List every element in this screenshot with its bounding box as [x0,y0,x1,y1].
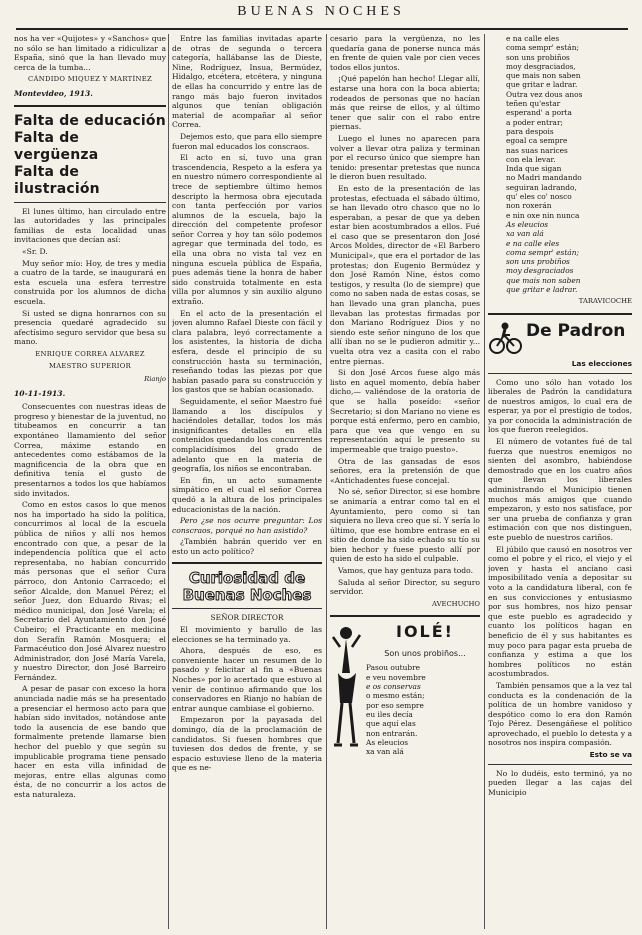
poem-line: Inda que sigan [506,164,562,174]
poem-line: egoal ca sempre [506,136,568,146]
letter-salutation: SEÑOR DIRECTOR [210,613,284,623]
poem-continued [488,34,632,294]
article-paragraph: Otra de las gansadas de esos señores, era la pretensión de que «Antichadentes fuese concejal. [330,456,480,485]
article-paragraph: Dejemos esto, que para ello siempre fueron mal educados los conscraos. [172,131,322,151]
headline-line-2: Falta de vergüenza [14,129,99,163]
article-paragraph: Entre las familias invitadas aparte de otras de segunda o tercera categoría, hallábanse las de Dieste, Nine, Rodríguez, Insua, Bermúdez, Hidalgo, etcétera, etcétera, y ninguna de ellas ha concurrido y entre las de rango más bajo fueron invitados algunos que tenían obligación material de acompañar al señor Correa. [172,34,322,130]
article-paragraph: Saluda al señor Director, su seguro servidor. [330,577,480,597]
poem-line: nas suas narices [506,145,568,155]
article-paragraph: ¡Qué papelón han hecho! Llegar allí, estarse una hora con la boca abierta; rodeados de personas que no hacían más que reirse de ellos, y al último tener que salir con el rabo entre piernas. [330,74,480,132]
poem-line: Pasou outubre [366,663,420,673]
article-paragraph: cesario para la vergüenza, no les quedaría gana de ponerse nunca más en frente de quien vale por cien veces todos ellos juntos. [330,34,480,72]
invitation-place: Rianjo [144,375,166,384]
poem-line: esperand' a porta [506,108,572,118]
poem-line: xa van alá [506,229,544,239]
section-rule [172,608,322,609]
article-paragraph: No lo dudéis, esto terminó, ya no pueden llegar a las cajas del Municipio [488,768,632,797]
poem-line: moy desgraciados [506,266,574,276]
column-1 [14,34,166,929]
poem-line: moy desgraciados, [506,61,576,71]
article-signature: AVECHUCHO [432,599,480,608]
article-paragraph: Si don José Arcos fuese algo más listo en aquel momento, debía haber dicho,— valiéndose de la oratoria de que se halla poseído: «señor Secretario; si don Mariano no viene es porque está enfermo, pero en cambio, para que vea que vengo en su representación aquí le presento su impermeable que traigo puesto». [330,368,480,454]
poem-line: que mais non saben [506,71,581,81]
article-salutation: «Sr. D. [22,246,48,256]
section-rule [14,105,166,107]
section-rule [488,373,632,374]
article-paragraph: No sé, señor Director, si ese hombre se animaría a entrar como tal en el Ayuntamiento, pero como si tan siquiera no lleva creo que sí. Y sería lo último, que ese hombre entrase en el sitio de donde ha sido echado su tío su bien hechor y fuese puesto allí por quien de esto ha sido el culpable. [330,487,480,564]
poem-line: Outra vez dous anos [506,89,583,99]
masthead-rule [16,28,628,30]
poem-line: para despois [506,126,554,136]
poem-line: eu iles decía [366,709,413,719]
section-rule [488,764,632,765]
poem-line: o mesmo están; [366,691,425,701]
article-paragraph: El movimiento y barullo de las elecciones se ha terminado ya. [172,625,322,644]
poem-line: que aquí elas [366,719,416,729]
poem-line: e na calle eles [506,34,560,43]
headline-curiosidad: Curiosidad de Buenas Noches [182,569,312,605]
column-divider [484,34,485,929]
section-rule [172,562,322,564]
cyclist-icon [488,321,522,355]
article-signature: CÁNDIDO MIQUEZ Y MARTÍNEZ [27,75,153,84]
poem-line: xa van alá [366,747,404,757]
poem-line: por eso sempre [366,700,424,710]
article-paragraph: Ahora, después de eso, es conveniente hacer un resumen de lo pasado y felicitar al fin a «Buenas Noches» por lo acertado que estuvo al venir de continuo afirmando que los conservadores en Rianjo no habían de entrar aunque cambiase el gobierno. [172,646,322,713]
invitation-signature-title: MAESTRO SUPERIOR [48,362,132,371]
column-divider [326,34,327,929]
column-2 [172,34,322,929]
poem-line: As eleucios [506,219,549,229]
poem-line: a poder entrar; [506,117,563,127]
poem-line: non roxerán [506,201,552,211]
ole-heading-block [330,623,480,663]
section-rule [330,615,480,617]
masthead-title: BUENAS NOCHES [237,4,405,19]
poem-line: e os conservas [366,682,421,692]
ole-subtitle: Son unos probiños... [384,649,466,659]
article-paragraph: El número de votantes fué de tal fuerza que nuestros enemigos no sienten del asombro, habiéndose demostrado que en los cuatro años que llevan los liberales administrando el Municipio tienen muchos más amigos que cuando empezaron, y esto nos satisface, por ser una prueba de confianza y gran estimación con que nos distinguen, este pueblo de nuestros cariños. [488,437,632,542]
invitation-signature: ENRIQUE CORREA ALVAREZ [35,349,145,358]
poem-signature: TARAVICOCHE [578,297,632,306]
section-subheading: Esto se va [589,750,632,760]
article-paragraph: Luego el lunes no aparecen para volver a llevar otra paliza y terminan por el recurso único que siempre han tenido: presentar pretestas que nunca le dieron buen resultado. [330,133,480,182]
article-paragraph: Vamos, que hay gentuza para todo. [338,566,474,576]
column-4 [488,34,632,929]
article-paragraph: También pensamos que a la vez tal conducta es la condenación de la política de un hombre vanidoso y despótico como lo era don Ramón Tojo Pérez. Desengáñese el político aprovechado, el pueblo lo detesta y a nosotros nos inspira compasión. [488,680,632,748]
article-paragraph: En fin, un acto sumamente simpático en el cual el señor Correa quedó a la altura de los principales educacionistas de la nación. [172,475,322,514]
article-paragraph: El acto en sí, tuvo una gran trascendencia, Respeto a la esfera ya en nuestro número correspondiente al trece de septiembre último hemos descripto la hermosa obra ejecutada con tanta perfección por varios alumnos de la escuela, bajo la dirección del competente profesor señor Correa y hoy tan sólo podemos agregar que terminada del todo, es ella una obra no vista tal vez en ninguna escuela pública de España, pues además tiene la honra de haber sido construida totalmente en esta villa por alumnos y sin auxilio alguno extraño. [172,153,322,307]
poem-line: son uns probiños [506,52,570,62]
section-subheading: Las elecciones [571,358,632,368]
article-paragraph: En el acto de la presentación el joven alumno Rafael Dieste con fácil y clara palabra, leyó correctamente a los asistentes, la historia de dicha esfera, desde el principio de su construcción hasta su terminación, reseñando todas las piezas por que habían pasado para su construcción y los gastos que se habían ocasionado. [172,308,322,395]
article-text: nos ha ver «Quijotes» y «Sanchos» que no sólo se han limitado a ridiculizar a España, sinó que la han llevado muy cerca de la tumba... [14,34,166,72]
poem-line: no Madri mandando [506,173,582,183]
section-rule [14,202,166,203]
padron-title: De Padron [526,320,626,341]
column-divider [168,34,169,929]
poem-line: non entrarán. [366,728,418,738]
poem-line: e veu novembre [366,672,426,682]
ole-title: IOLÉ! [396,622,454,642]
poem-line: coma sempr' están; [506,247,579,257]
article-paragraph: Como en estos casos lo que menos nos ha importado ha sido la política, concurrimos al local de la escuela pública de niños y allí nos hemos encontrado con que, a pesar de la independencia política que el acto representaba, no habían concurrido más personas que el señor Cura párroco, don Antonio Carracedo; el señor Alcalde, don Manuel Pérez; el señor Juez, don Eduardo Rivas; el médico municipal, don José Varela; el Secretario del Ayuntamiento don José Cubeiro; el Practicante en medicina don Serafín Ramón Mosquera; el Farmacéutico don José Alvarez nuestro Administrador, don José María Varela, y nuestro Director, don José Barreiro Fernández. [14,500,166,682]
article-paragraph: Seguidamente, el señor Maestro fué llamando a los discípulos y haciéndoles detallar, todos los más insignificantes detalles en ella contenidos quedando los concurrentes complacidísimos del grado de adelanto que en la materia de geografía, los niños se encontraban. [172,396,322,474]
poem-line: que gritar e ladrar. [506,80,578,90]
article-paragraph: En esto de la presentación de las protestas, efectuada el sábado último, se han llevado otro chasco que no lo esperaban, a pesar de que ya deben estar bien acostumbrados a ellos. Fué el caso que se presentaron don José Arcos Moldes, director de «El Barbero Municipal», que era el portador de las protestas; don Eugenio Bermúdez y don José Ramón Nine, éstos como testigos, y resulta (lo de siempre) que como no saben nada de estas cosas, se han llevado una gran plancha, pues llevaban las protestas firmadas por don Mariano Rodríguez Dios y no siendo este señor ninguno de los que allí iban no se le pudieron admitir y... vuelta otra vez a casita con el rabo entre piernas. [330,183,480,366]
dancer-figure-icon [330,623,364,753]
article-paragraph: Pero ¿se nos ocurre preguntar: Los conscraos, porqué no han asistido? [172,516,322,535]
article-paragraph: Muy señor mío: Hoy, de tres y media a cuatro de la tarde, se inaugurará en esta escuela una esfera terrestre construida por los alumnos de dicha escuela. [14,258,166,306]
poem-line: seguiran ladrando, [506,182,577,192]
padron-heading-block [488,321,632,357]
poem-line: con ela levar. [506,154,556,164]
poem-line: que gritar e ladrar. [506,285,578,295]
poem-line: que mais non saben [506,275,581,285]
article-paragraph: A pesar de pasar con exceso la hora anunciada nadie más se ha presentado a presenciar el hermoso acto para que habían sido invitados, notándose ante todo la ausencia de ese bando que formalmente pretende llamarse bien hechor del pueblo y que según su impublicable programa tiene pensado hacer en esta villa infinidad de mejoras, entre ellas algunas como ésta, de no concurrir a los actos de esta naturaleza. [14,684,166,799]
article-paragraph: Como uno sólo han votado los liberales de Padrón la candidatura de nuestros amigos, lo cual era de esperar, ya por el prestigio de todos, ya por conocida la administración de los que fueron reelegidos. [488,377,632,435]
poem-line: son uns probiños [506,257,570,267]
article-paragraph: Si usted se digna honrarnos con su presencia quedaré agradecido su afectísimo seguro servidor que besa su mano. [14,308,166,347]
poem-line: qu' eles co' nosco [506,192,572,202]
poem-line: As eleucios [366,737,409,747]
article-paragraph: Empezaron por la payasada del domingo, día de la proclamación de candidatos. Si fuesen hombres que tuviesen dos dedos de frente, y se espacio estuviese lleno de la materia que es ne- [172,715,322,773]
article-paragraph: ¿También habrán querido ver en esto un acto político? [172,537,322,556]
article-dateline: Montevideo, 1913. [14,88,93,98]
article-paragraph: El lunes último, han circulado entre las autoridades y las principales familias de esta localidad unas invitaciones que decían así: [14,206,166,245]
poem-line: coma sempr' están; [506,43,579,53]
headline-line-3: Falta de ilustración [14,163,100,197]
poem-line: e nin oxe nin nunca [506,210,580,220]
invitation-date: 10-11-1913. [14,388,66,398]
column-3 [330,34,480,929]
section-rule [488,313,632,315]
headline-line-1: Falta de educación [14,112,166,129]
poem-line: e na calle eles [506,238,560,248]
article-paragraph: El júbilo que causó en nosotros ver como el pobre y el rico, el viejo y el joven y hasta el anciano casi imposibilitado venía a depositar su voto a la candidatura liberal, con fe en sus convicciones y entusiasmo por sus hombres, nos hizo pensar que este pueblo es agradecido y cuanto los políticos hagan en beneficio de él y sus habitantes es muy poco para pagar esta prueba de confianza y estima a que los hombres políticos no están acostumbrados. [488,544,632,679]
article-paragraph: Consecuentes con nuestras ideas de progreso y bienestar de la juventud, no titubeamos en concurrir a tan expontáneo llamamiento del señor Correa, máxime estando en antecedentes como estábamos de la magnificencia de la obra que en definitiva tenía el gusto de presentarnos a todos los que habíamos sido invitados. [14,402,166,498]
poem-line: teñen qu'estar [506,99,561,109]
